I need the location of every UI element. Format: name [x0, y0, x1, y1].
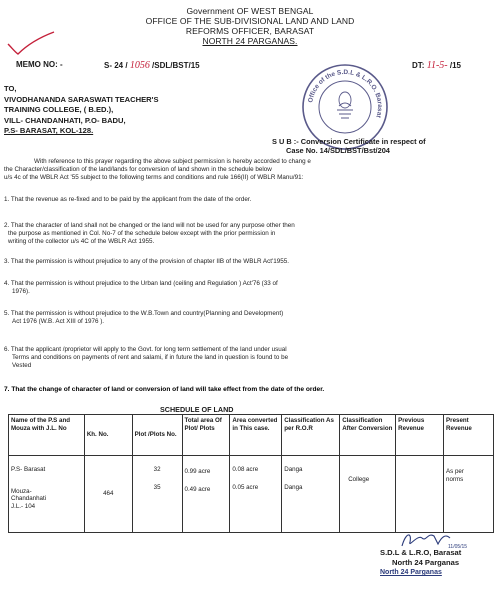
condition-6b: Terms and conditions on payments of rent and salami, if in future the land in question is found to be: [12, 354, 289, 361]
cell-kh-no: 464: [84, 456, 132, 533]
col-header-kh-no: Kh. No.: [84, 415, 132, 456]
col-header-area-converted: Area converted in This case.: [230, 415, 282, 456]
col-header-total-area: Total area Of Plot/ Plots: [182, 415, 230, 456]
cell-ps: P.S- Barasat: [11, 466, 46, 473]
condition-1: 1. That the revenue as re-fixed and to be paid by the applicant from the date of the order.: [4, 196, 252, 203]
col-header-present-revenue: Present Revenue: [444, 415, 494, 456]
condition-7: 7. That the change of character of land or conversion of land will take effect from the date of the order.: [4, 386, 325, 393]
memo-prefix: S- 24 /: [104, 61, 128, 70]
cell-mouza: Mouza-: [11, 487, 32, 495]
signature-line-2: North 24 Parganas: [392, 558, 460, 567]
date-value: 11-5-: [426, 60, 448, 71]
header-line-2: OFFICE OF THE SUB-DIVISIONAL LAND AND LAND: [145, 16, 355, 26]
cell-ps-mouza: [9, 456, 85, 533]
signature-line-1: S.D.L & L.R.O, Barasat: [380, 548, 462, 557]
schedule-table: [8, 414, 494, 533]
condition-5a: 5. That the permission is without prejudice to the W.B.Town and country(Planning and Development): [4, 310, 284, 317]
header-line-3: REFORMS OFFICER, BARASAT: [185, 26, 315, 36]
cell-class-after: [340, 456, 396, 533]
schedule-title: SCHEDULE OF LAND: [160, 405, 234, 414]
subject-line-2: Case No. 14/SDL/BST/Bst/204: [286, 146, 390, 155]
header-line-1: Government OF WEST BENGAL: [186, 6, 314, 16]
cell-total-area: [182, 456, 230, 533]
col-header-class-ror: Classification As per R.O.R: [282, 415, 340, 456]
cell-plot-2: 35: [153, 483, 161, 491]
addressee-line-3: VILL- CHANDANHATI, P.O- BADU,: [4, 115, 126, 125]
addressee-line-2: TRAINING COLLEGE, ( B.ED.),: [4, 105, 114, 114]
cell-plots: [132, 456, 182, 533]
memo-label: MEMO NO: -: [16, 60, 63, 69]
signature-block: [380, 548, 461, 578]
cell-conv-2: 0.05 acre: [232, 483, 259, 491]
svg-text:Office of the S.D.L & L.R.O. B: [307, 69, 383, 119]
condition-6a: 6. That the applicant /proprietor will apply to the Govt. for long term settlement of the land under usual: [4, 346, 287, 353]
condition-2b: the purpose as mentioned in Col. No-7 of the schedule below except with the prior permission in: [8, 230, 276, 237]
schedule-header-row: [9, 415, 494, 456]
cell-present-1: As per: [446, 468, 464, 475]
addressee-block: [4, 84, 159, 137]
check-mark-icon: [6, 30, 56, 60]
intro-line-2: the Character/classification of the land/lands for conversion of land shown in the schedule below: [4, 166, 272, 173]
cell-class-1: Danga: [284, 466, 303, 473]
memo-suffix: /SDL/BST/15: [152, 61, 200, 70]
condition-3: 3. That the permission is without prejudice to any of the provision of chapter IIB of the WBLR Act'1955.: [4, 258, 289, 265]
cell-conv-1: 0.08 acre: [232, 466, 259, 473]
addressee-to: TO,: [4, 84, 17, 93]
cell-jl-no: J.L.- 104: [11, 502, 36, 510]
cell-area-2: 0.49 acre: [184, 485, 211, 493]
date-label: DT:: [412, 61, 425, 70]
cell-plot-1: 32: [153, 466, 161, 473]
header-line-4: NORTH 24 PARGANAS.: [202, 36, 298, 46]
condition-5b: Act 1976 (W.B. Act XIII of 1976 ).: [12, 318, 105, 325]
signature-date: 11/05/15: [448, 544, 468, 550]
condition-2c: writing of the collector u/s 4C of the WBLR Act 1955.: [8, 238, 155, 245]
cell-mouza-name: Chandanhati: [11, 495, 47, 503]
cell-prev-revenue: [396, 456, 444, 533]
signature-line-3: North 24 Parganas: [380, 569, 442, 576]
schedule-data-row: [9, 456, 494, 533]
intro-line-1: With reference to this prayer regarding the above subject permission is hereby accorded to chang e: [34, 158, 311, 165]
intro-line-3: u/s 4c of the WBLR Act '55 subject to the following terms and conditions and rule 166(II) of WBLR Manu/91:: [4, 174, 304, 181]
condition-6c: Vested: [12, 362, 32, 369]
col-header-plot-no: Plot /Plots No.: [132, 415, 182, 456]
cell-class-2: Danga: [284, 483, 303, 491]
condition-4b: 1976).: [12, 288, 30, 295]
date-year: /15: [449, 61, 461, 70]
addressee-line-4: P.S- BARASAT, KOL-128.: [4, 126, 94, 135]
memo-number: 1056: [129, 60, 150, 71]
cell-class-ror: [282, 456, 340, 533]
cell-area-1: 0.99 acre: [184, 468, 211, 475]
col-header-ps-mouza: Name of the P.S and Mouza with J.L. No: [9, 415, 85, 456]
addressee-line-1: VIVODHANANDA SARASWATI TEACHER'S: [4, 94, 159, 104]
cell-present-revenue: [444, 456, 494, 533]
col-header-prev-revenue: Previous Revenue: [396, 415, 444, 456]
cell-after-value: College: [348, 476, 370, 483]
cell-present-2: norms: [446, 475, 464, 483]
subject-line-1: S U B :- Conversion Certificate in respect of: [272, 137, 426, 146]
subject-block: [272, 137, 426, 155]
condition-4a: 4. That the permission is without prejudice to the Urban land (ceiling and Regulation ) Act'76 (33 of: [4, 280, 278, 287]
condition-2a: 2. That the character of land shall not be changed or the land will not be used for any purpose other then: [4, 222, 295, 229]
stamp-ring-text: Office of the S.D.L & L.R.O. Barasat: [307, 68, 384, 119]
cell-area-converted: [230, 456, 282, 533]
col-header-class-after: Classification After Conversion: [340, 415, 396, 456]
